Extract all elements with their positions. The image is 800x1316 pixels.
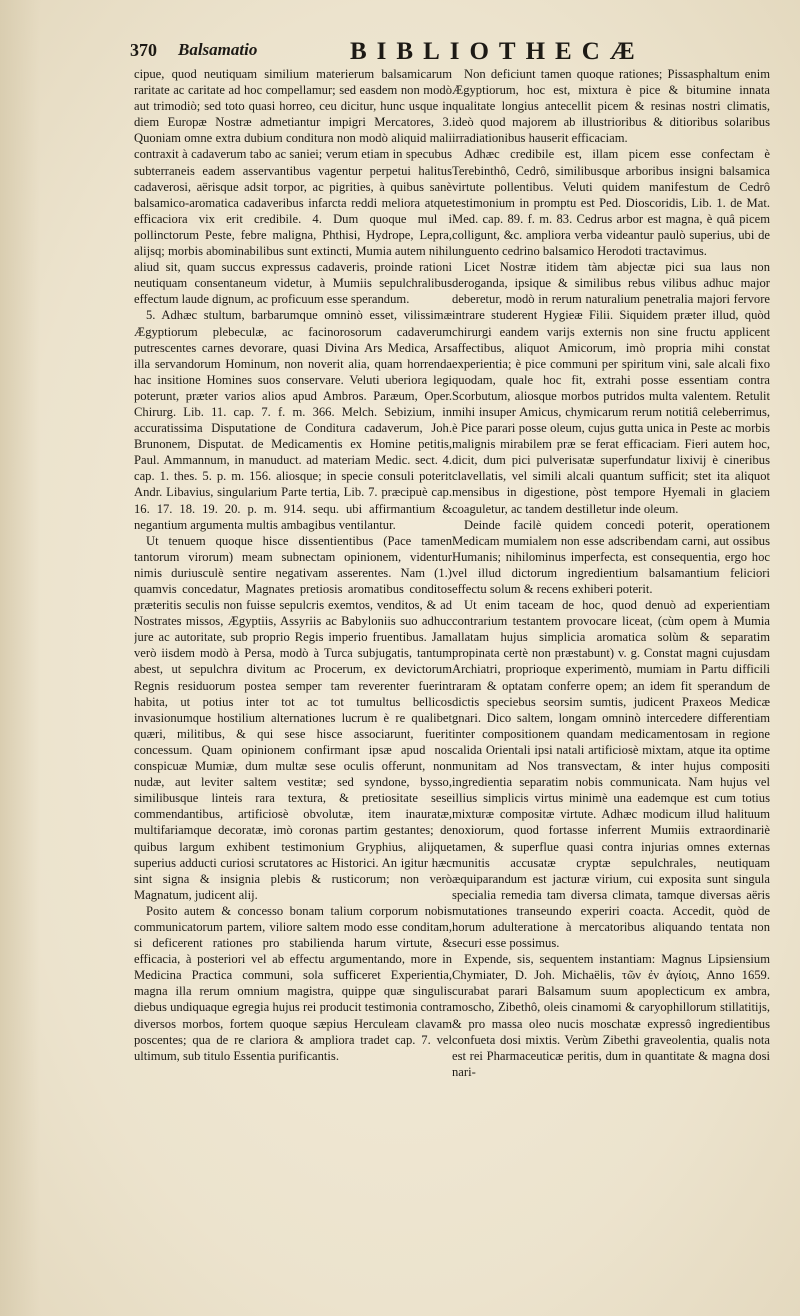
paragraph: Ut enim taceam de hoc, quod denuò ad experientiam contrarium testantem provocare liceat, (cùm opem à Mumia allatam hujus simplicia aromatica solùm & separatim propinata certè non præstabunt) v. g. Constat magni cujusdam Archiatri, proprioque experimentò, mumiam in Partu difficili raram & optatam conferre opem; an idem fit sperandum de dictis speciebus seorsim sumtis, judicent Praxeos Medicæ gnari. Dico saltem, longam omninò intercedere differentiam inter compositionem quandam medicamentosam in regione calida Orientali ipsi natali artificiosè mixtam, atque ita optime munitam ad Nos transvectam, & inter hujus compositi ingredientia separatim nobis communicata. Nam hujus vel illius simplicis virtus minimè una eademque est cum totius mixturæ compositæ virtute. Adhæc modicum illud halituum noxiorum, quod fortasse inferrent Mumiis extraordinariè tamen, & superflue quasi contra injurias omnes externas munitis accusatæ cryptæ sepulchrales, neutiquam æquiparandum est jacturæ virium, cui exposita sunt singula specialia remedia tam diversa climata, tamque diversas aëris mutationes transeundo experiri coacta. Accedit, quòd de horum adulteratione à mercatoribus aliquando tentata non securi esse possimus. — [452, 598, 770, 951]
page-header — [130, 40, 770, 66]
paragraph: Non deficiunt tamen quoque rationes; Pissasphaltum enim Ægyptiorum, hoc est, mixtura è pice & bitumine innata qualitate longius antecellit picem & resinas nostri climatis, ideò quod majorem ab illustrioribus & ditioribus solaribus irradiationibus hauserit efficaciam. — [452, 67, 770, 146]
running-head-left: Balsamatio — [178, 40, 258, 59]
paragraph: Adhæc credibile est, illam picem esse confectam è Terebinthô, Cedrô, similibusque arboribus insigni balsamica virtute pollentibus. Veluti quidem manifestum de Cedrô testimonium in promptu est Ped. Dioscoridis, Lib. 1. de Mat. Med. cap. 89. f. m. 83. Cedrus arbor est magna, è quâ picem colligunt, &c. ampliora verba videantur paulò superius, ubi de unguento cedrino balsamico Herodoti tractavimus. — [452, 147, 770, 259]
left-column — [134, 66, 452, 1296]
right-column — [452, 66, 770, 1296]
paragraph: cipue, quod neutiquam similium materierum balsamicarum raritate ac caritate ad hoc compellamur; sed easdem non modò aut trimodiò; sed toto quasi horreo, ceu dicitur, hunc usque in diem Europæ Nostræ admetiantur impigri Mercatores, 3. Quoniam omne extra dubium conditura non modò aliquid mali contraxit à cadaverum tabo ac saniei; verum etiam in specubus subterraneis eadem asservantibus vagentur perpetui halitus cadaverosi, aërisque adsit torpor, ac pigrities, à quibus sanè balsamico-aromatica cadaveribus infarcta reddi meliora atque efficaciora vix erit credibile. 4. Dum quoque mul i pollinctorum Peste, febre maligna, Phthisi, Hydrope, Lepra, alijsq; morbis abominabilibus sunt extincti, Mumia autem nihil aliud sit, quam succus expressus cadaveris, proinde rationi neutiquam consentaneum videtur, à Mumiis sepulchralibus effectum laude dignum, ac proficuum esse sperandum. — [134, 67, 452, 307]
paragraph: Deinde facilè quidem concedi poterit, operationem Medicam mumialem non esse adscribendam carni, aut ossibus Humanis; nihilominus imperfecta, est consequentia, ergo hoc vel illud dictorum ingredientium balsamantium feliciori effectu solum & recens exhiberi poterit. — [452, 517, 770, 596]
paragraph: Expende, sis, sequentem instantiam: Magnus Lipsiensium Chymiater, D. Joh. Michaëlis, τῶν ἐν ἁγίοις, Anno 1659. curabat parari Balsamum suum apoplecticum ex ambra, moscho, Zibethô, oleis cinamomi & caryophillorum stillatitijs, & pro massa oleo nucis moschatæ expressô ingredientibus confueta dosi mixtis. Verùm Zibethi graveolentia, qualis nota est rei Pharmaceuticæ peritis, dum in quantitate & magna dosi nari- — [452, 952, 770, 1079]
paragraph: Posito autem & concesso bonam talium corporum nobis communicatorum partem, viliore saltem modo esse conditam, si deficerent rationes pro stabilienda harum virtute, & efficacia, à posteriori vel ab effectu argumentando, more in Medicina Practica communi, sola sufficeret Experientia, magna illa rerum omnium magistra, quippe quæ singulis diebus undiquaque egregia hujus rei producit testimonia contra diversos morbos, fortem quoque sæpius Herculeam clavam poscentes; qua de re clariora & ampliora tradet cap. 7. vel ultimum, sub titulo Essentia purificantis. — [134, 903, 452, 1063]
running-title: BIBLIOTHECÆ — [350, 38, 645, 65]
paragraph: Licet Nostræ itidem tàm abjectæ pici sua laus non deroganda, ipsique & similibus rebus vilibus adhuc major deberetur, modò in rerum naturalium penetralia majori fervore intrare studerent Hygieæ Filii. Siquidem præter illud, quòd chirurgi eandem varijs externis non sine fructu applicent affectibus, aliquot Amicorum, imò propria mihi constat experientia; è pice communi per spiritum vini, sale alcali fixo quodam, quale hoc fit, extrahi posse essentiam contra Scorbutum, aliosque morbos putridos multa valentem. Retulit mihi insuper Amicus, chymicarum rerum notitiâ celeberrimus, è Pice parari posse oleum, cujus gutta unica in Peste ac morbis malignis mirabilem præ se ferat efficaciam. Fieri autem hoc, dicit, dum pici pulverisatæ superfundatur lixivij è cineribus clavellatis, vel simili alcali quantum sufficit; stet ita aliquot mensibus in digestione, pòst tempore Hyemali in glaciem coaguletur, ac tandem destilletur inde oleum. — [452, 260, 770, 516]
page-number: 370 — [130, 40, 157, 60]
binding-shadow — [0, 0, 40, 1316]
paragraph: Ut tenuem quoque hisce dissentientibus (Pace tamen tantorum virorum) meam subnectam opinionem, videntur nimis duriusculè sentire negativam asserentes. Nam (1.) quamvis concedatur, Magnates pretiosis aromatibus conditos præteritis seculis non fuisse sepulcris exemtos, venditos, & ad Nostrates missos, Ægyptiis, Assyriis ac Babyloniis suo adhuc jure ac autoritate, sub proprio Regis imperio fruentibus. Jam verò iisdem modò à Persa, modò à Turca subjugatis, tantum abest, ut sepulchra divitum ac Procerum, ex devictorum Regnis residuorum postea semper tam reverenter fuerint habita, ut potius inter tot ac tot tumultus bellicos invasionumque hostilium alternationes lucrum è re qualibet quæri, militibus, & qui sese hisce associarunt, fuerit concessum. Quam opinionem confirmant ipsæ apud nos conspicuæ Mumiæ, dum multæ sese oculis offerunt, non nudæ, aut leviter saltem vestitæ; sed syndone, bysso, similibusque linteis rara textura, & pretiositate sese commendantibus, artificiosè obvolutæ, item inauratæ, multifariamque decoratæ, imò coronas partim gestantes; de quibus largum exhibent testimonium Gryphius, alijque superius adducti curiosi scrutatores ac Historici. An igitur hæc sint signa & insignia plebis & rusticorum; non verò Magnatum, judicent alij. — [134, 533, 452, 902]
paragraph: 5. Adhæc stultum, barbarumque omninò esset, vilissimæ Ægyptiorum plebeculæ, ac facinorosorum cadaverum putrescentes carnes devorare, quasi Divina Ars Medica, Ars illa servandorum Hominum, non noverit alia, quam horrenda hac insitione Homines suos conservare. Veluti uberiora legi poterunt, præter varios alios apud Ambros. Paræum, Oper. Chirurg. Lib. 11. cap. 7. f. m. 366. Melch. Sebizium, in accuratissima Disputatione de Conditura cadaverum, Joh. Brunonem, Disputat. de Medicamentis ex Homine petitis, Paul. Ammannum, in manuduct. ad materiam Medic. sect. 4. cap. 1. thes. 5. p. m. 156. aliosque; in specie consuli poterit Andr. Libavius, singularium Parte tertia, Lib. 7. præcipuè cap. 16. 17. 18. 19. 20. p. m. 914. sequ. ubi affirmantium & negantium argumenta multis ambagibus ventilantur. — [134, 308, 452, 532]
